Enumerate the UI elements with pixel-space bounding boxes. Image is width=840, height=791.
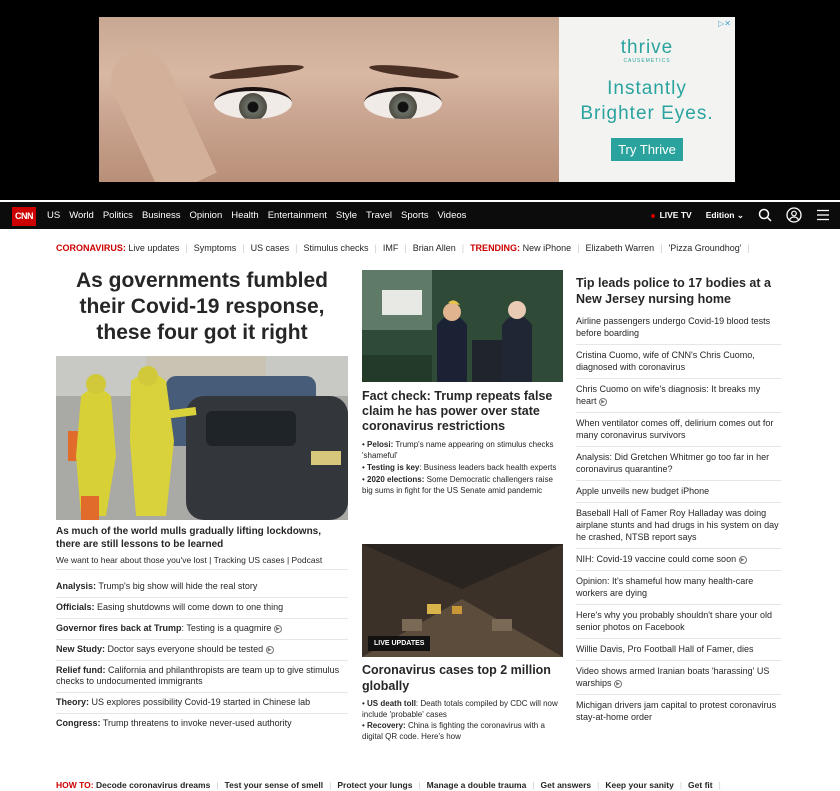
trump-briefing-image[interactable] (362, 270, 563, 382)
list-item[interactable]: • US death toll: Death totals compiled by CDC will now include 'probable' cases (362, 699, 558, 719)
nav-link-business[interactable]: Business (141, 210, 181, 221)
bullet-text: Trump's name appearing on stimulus checks 'shameful' (362, 440, 554, 460)
right-headline[interactable]: Tip leads police to 17 bodies at a New Jersey nursing home (576, 276, 771, 306)
live-tv-label: LIVE TV (659, 210, 692, 220)
play-video-icon: ▶ (599, 398, 607, 406)
ad-brand: thrive (620, 37, 674, 58)
list-item[interactable]: Opinion: It's shameful how many health-care workers are dying (576, 571, 781, 605)
ad-headline-2: Brighter Eyes. (580, 103, 714, 124)
story-text: Video shows armed Iranian boats 'harassing' US warships (576, 666, 770, 688)
ad-cta-button[interactable]: Try Thrive (611, 138, 683, 161)
menu-icon[interactable] (816, 209, 830, 221)
cnn-logo[interactable]: CNN (12, 207, 36, 226)
hospital-tent-image[interactable] (362, 544, 563, 657)
top-nav (0, 202, 840, 229)
right-story-list (576, 311, 781, 728)
ad-band (0, 0, 840, 200)
nav-link-politics[interactable]: Politics (102, 210, 133, 221)
nav-link-style[interactable]: Style (335, 210, 357, 221)
advertisement[interactable] (99, 17, 735, 182)
play-video-icon: ▶ (266, 646, 274, 654)
mid-bullets-1 (362, 439, 563, 497)
list-item[interactable] (56, 577, 348, 598)
lead-story-list (56, 577, 348, 734)
how-to-item[interactable]: Decode coronavirus dreams (96, 780, 211, 790)
subnav-item[interactable]: Symptoms (193, 243, 237, 253)
list-item[interactable]: Analysis: Did Gretchen Whitmer go too far in her coronavirus quarantine? (576, 447, 781, 481)
list-item[interactable]: When ventilator comes off, delirium comes out for many coronavirus survivors (576, 413, 781, 447)
how-to-label: HOW TO: (56, 780, 94, 790)
how-to-item[interactable]: Manage a double trauma (426, 780, 527, 790)
lead-link[interactable]: Podcast (291, 555, 323, 565)
bullet-text: Some Democratic challengers raise big sums in fight for the US Senate amid pandemic (362, 475, 553, 495)
ad-copy (559, 17, 735, 182)
story-label: Governor fires back at Trump (56, 623, 182, 633)
user-account-icon[interactable] (786, 207, 802, 223)
bullet-text: : Death totals compiled by CDC will now include 'probable' cases (362, 699, 558, 719)
ad-headline-1: Instantly (607, 78, 687, 99)
list-item[interactable]: • Pelosi: Trump's name appearing on stimulus checks 'shameful' (362, 440, 554, 460)
edition-label: Edition (705, 209, 735, 220)
list-item[interactable] (576, 379, 781, 413)
ad-brand-sub: CAUSEMETICS (623, 58, 671, 64)
nav-link-videos[interactable]: Videos (437, 210, 467, 221)
story-label: New Study: (56, 644, 106, 654)
story-text: California and philanthropists are team up to give stimulus checks to undocumented immigrants (56, 665, 340, 686)
lead-image[interactable] (56, 356, 348, 520)
how-to-item[interactable]: Keep your sanity (605, 780, 674, 790)
mid-headline-1[interactable]: Fact check: Trump repeats false claim he has power over state coronavirus restrictions (362, 389, 553, 433)
bullet-text: : Business leaders back health experts (419, 463, 557, 472)
story-text: Trump threatens to invoke never-used authority (102, 718, 292, 728)
coronavirus-subnav: CORONAVIRUS: Live updates | Symptoms | US cases | Stimulus checks | IMF | Brian Allen | TRENDING: New iPhone | Elizabeth Warren | 'Pizza Groundhog' | (56, 243, 750, 253)
bullet-label: US death toll (367, 699, 416, 708)
list-item[interactable]: • Testing is key: Business leaders back health experts (362, 463, 557, 472)
how-to-item[interactable]: Get answers (540, 780, 592, 790)
how-to-item[interactable]: Get fit (688, 780, 713, 790)
ad-photo (99, 17, 559, 182)
trending-item[interactable]: 'Pizza Groundhog' (668, 243, 742, 253)
story-text: Chris Cuomo on wife's diagnosis: It breaks my heart (576, 384, 761, 406)
story-text: : Testing is a quagmire (181, 623, 272, 633)
list-item[interactable] (56, 714, 348, 734)
story-text: US explores possibility Covid-19 started in Chinese lab (91, 697, 311, 707)
list-item[interactable]: Apple unveils new budget iPhone (576, 481, 781, 503)
list-item[interactable]: • Recovery: China is fighting the coronavirus with a digital QR code. Here's how (362, 721, 545, 741)
list-item[interactable] (576, 661, 781, 695)
bullet-label: Recovery: (367, 721, 406, 730)
nav-link-health[interactable]: Health (231, 210, 259, 221)
story-text: Trump's big show will hide the real story (98, 581, 258, 591)
search-icon[interactable] (758, 208, 772, 222)
how-to-item[interactable]: Protect your lungs (337, 780, 413, 790)
story-label: Congress: (56, 718, 101, 728)
lead-headline[interactable]: As governments fumbled their Covid-19 response, these four got it right (75, 269, 329, 344)
list-item[interactable] (56, 640, 348, 661)
lead-link[interactable]: We want to hear about those you've lost (56, 555, 207, 565)
list-item[interactable] (56, 619, 348, 640)
story-label: Theory: (56, 697, 90, 707)
story-label: Officials: (56, 602, 95, 612)
how-to-item[interactable]: Test your sense of smell (224, 780, 324, 790)
nav-link-opinion[interactable]: Opinion (189, 210, 223, 221)
subnav-label: CORONAVIRUS: (56, 243, 126, 253)
mid-headline-2[interactable]: Coronavirus cases top 2 million globally (362, 663, 551, 693)
list-item[interactable]: Baseball Hall of Famer Roy Halladay was doing airplane stunts and had drugs in his system on day he crashed, NTSB report says (576, 503, 781, 549)
lead-link[interactable]: Tracking US cases (213, 555, 285, 565)
list-item[interactable] (576, 549, 781, 571)
subnav-item[interactable]: Brian Allen (412, 243, 456, 253)
bullet-label: Testing is key (367, 463, 420, 472)
list-item[interactable]: Here's why you probably shouldn't share your old senior photos on Facebook (576, 605, 781, 639)
list-item[interactable] (56, 693, 348, 714)
edition-menu[interactable] (706, 210, 744, 221)
lead-links: We want to hear about those you've lost | Tracking US cases | Podcast (56, 555, 348, 570)
nav-link-us[interactable]: US (47, 210, 61, 221)
nav-link-world[interactable]: World (69, 210, 94, 221)
subnav-item[interactable]: IMF (382, 243, 399, 253)
nav-link-sports[interactable]: Sports (401, 210, 429, 221)
nav-link-travel[interactable]: Travel (366, 210, 393, 221)
play-video-icon: ▶ (739, 556, 747, 564)
subnav-item[interactable]: US cases (250, 243, 290, 253)
list-item[interactable] (56, 598, 348, 619)
mid-bullets-2 (362, 698, 563, 742)
list-item[interactable]: Airline passengers undergo Covid-19 blood tests before boarding (576, 311, 781, 345)
list-item[interactable]: Cristina Cuomo, wife of CNN's Chris Cuomo, diagnosed with coronavirus (576, 345, 781, 379)
list-item[interactable] (56, 661, 348, 693)
list-item[interactable]: Willie Davis, Pro Football Hall of Famer, dies (576, 639, 781, 661)
trending-label: TRENDING: (470, 243, 521, 253)
live-dot-icon (651, 214, 655, 218)
trending-item[interactable]: New iPhone (522, 243, 572, 253)
bullet-label: 2020 elections: (367, 475, 425, 484)
live-tv-link[interactable] (651, 210, 692, 220)
story-text: Doctor says everyone should be tested (107, 644, 264, 654)
story-label: Analysis: (56, 581, 97, 591)
trending-item[interactable]: Elizabeth Warren (585, 243, 655, 253)
story-text: Easing shutdowns will come down to one thing (97, 602, 284, 612)
subnav-item[interactable]: Stimulus checks (303, 243, 369, 253)
nav-links (47, 210, 466, 221)
story-label: Relief fund: (56, 665, 106, 675)
nav-right (651, 207, 830, 223)
lead-caption[interactable]: As much of the world mulls gradually lifting lockdowns, there are still lessons to be learned (56, 526, 322, 550)
chevron-down-icon: ⌄ (736, 209, 744, 220)
how-to-nav: HOW TO: Decode coronavirus dreams | Test your sense of smell | Protect your lungs | Manage a double trauma | Get answers | Keep your sanity | Get fit | (56, 780, 721, 790)
live-updates-badge: LIVE UPDATES (368, 636, 430, 651)
bullet-text: China is fighting the coronavirus with a digital QR code. Here's how (362, 721, 545, 741)
list-item[interactable]: • 2020 elections: Some Democratic challengers raise big sums in fight for the US Senate amid pandemic (362, 475, 553, 495)
story-text: NIH: Covid-19 vaccine could come soon (576, 554, 737, 564)
subnav-item[interactable]: Live updates (128, 243, 180, 253)
bullet-label: Pelosi: (367, 440, 394, 449)
play-video-icon: ▶ (614, 680, 622, 688)
nav-link-entertainment[interactable]: Entertainment (267, 210, 327, 221)
play-video-icon: ▶ (274, 625, 282, 633)
list-item[interactable]: Michigan drivers jam capital to protest coronavirus stay-at-home order (576, 700, 777, 722)
ad-choices-icon[interactable]: ▷✕ (718, 19, 731, 28)
